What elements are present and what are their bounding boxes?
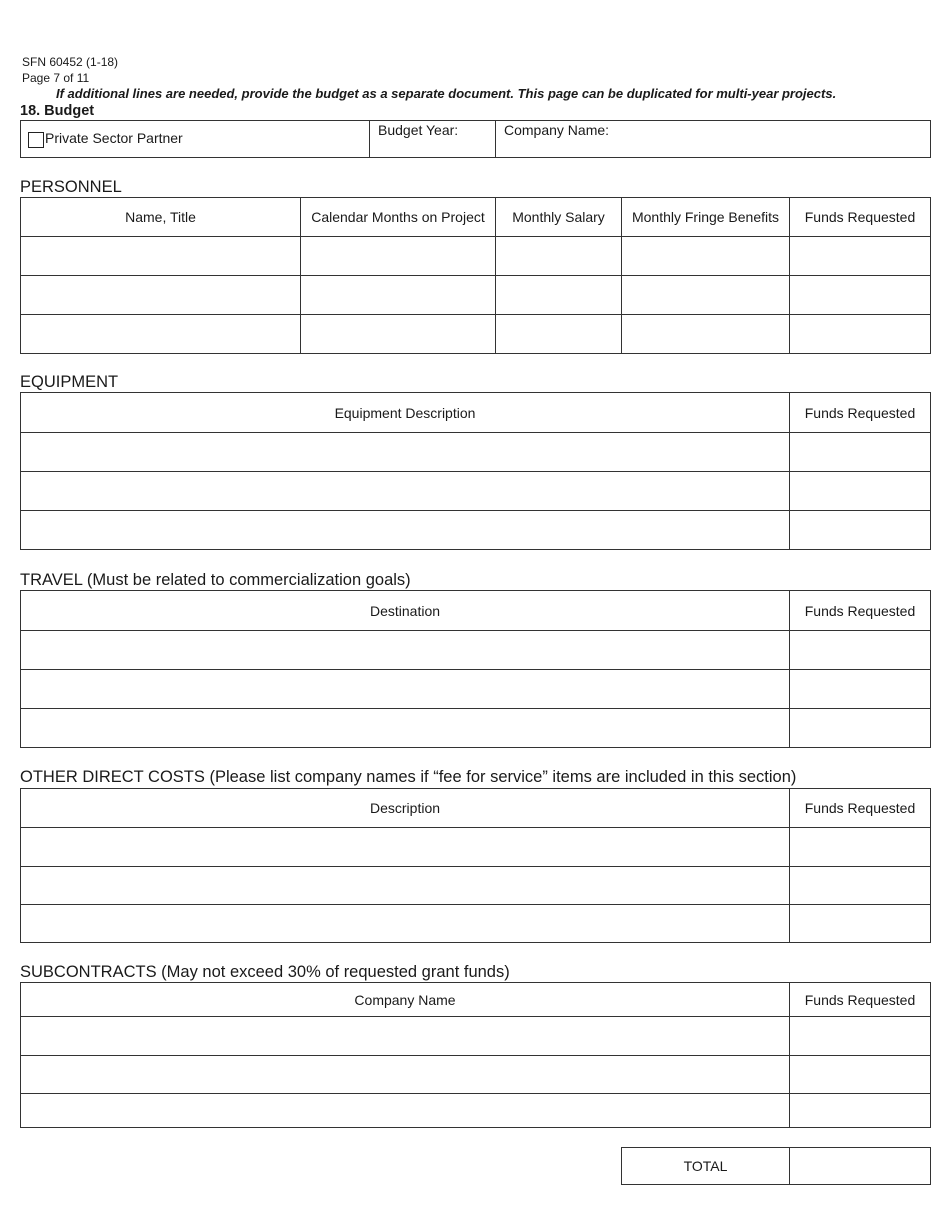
other-direct-costs-table bbox=[20, 788, 931, 943]
personnel-name-input[interactable] bbox=[21, 315, 301, 354]
table-row bbox=[21, 670, 931, 709]
table-row bbox=[21, 511, 931, 550]
equipment-funds-input[interactable] bbox=[790, 511, 931, 550]
other-funds-input[interactable] bbox=[790, 828, 931, 867]
company-name-label: Company Name: bbox=[504, 122, 610, 138]
personnel-salary-input[interactable] bbox=[496, 276, 622, 315]
other-col-description: Description bbox=[21, 789, 790, 828]
table-row bbox=[21, 828, 931, 867]
subcontracts-funds-input[interactable] bbox=[790, 1056, 931, 1094]
equipment-funds-input[interactable] bbox=[790, 472, 931, 511]
budget-year-field[interactable] bbox=[370, 121, 496, 158]
travel-funds-input[interactable] bbox=[790, 631, 931, 670]
subcontracts-funds-input[interactable] bbox=[790, 1017, 931, 1056]
other-funds-input[interactable] bbox=[790, 867, 931, 905]
travel-title: TRAVEL (Must be related to commercialization goals) bbox=[20, 571, 411, 589]
form-id: SFN 60452 (1-18) bbox=[22, 55, 119, 69]
table-row bbox=[21, 1094, 931, 1128]
personnel-col-name: Name, Title bbox=[21, 198, 301, 237]
personnel-salary-input[interactable] bbox=[496, 237, 622, 276]
travel-table bbox=[20, 590, 931, 748]
personnel-table bbox=[20, 197, 931, 354]
table-row bbox=[21, 1017, 931, 1056]
personnel-fringe-input[interactable] bbox=[622, 237, 790, 276]
equipment-title: EQUIPMENT bbox=[20, 373, 119, 391]
personnel-col-fringe: Monthly Fringe Benefits bbox=[622, 198, 790, 237]
personnel-col-months: Calendar Months on Project bbox=[301, 198, 496, 237]
other-description-input[interactable] bbox=[21, 905, 790, 943]
equipment-funds-input[interactable] bbox=[790, 433, 931, 472]
other-description-input[interactable] bbox=[21, 828, 790, 867]
personnel-months-input[interactable] bbox=[301, 276, 496, 315]
subcontracts-company-input[interactable] bbox=[21, 1017, 790, 1056]
total-input[interactable] bbox=[790, 1148, 931, 1185]
personnel-months-input[interactable] bbox=[301, 237, 496, 276]
equipment-description-input[interactable] bbox=[21, 511, 790, 550]
other-direct-costs-title: OTHER DIRECT COSTS (Please list company names if “fee for service” items are included in this section) bbox=[20, 768, 797, 786]
travel-funds-input[interactable] bbox=[790, 670, 931, 709]
equipment-description-input[interactable] bbox=[21, 472, 790, 511]
personnel-funds-input[interactable] bbox=[790, 276, 931, 315]
equipment-col-funds: Funds Requested bbox=[790, 393, 931, 433]
subcontracts-company-input[interactable] bbox=[21, 1094, 790, 1128]
travel-destination-input[interactable] bbox=[21, 631, 790, 670]
section-title: 18. Budget bbox=[20, 103, 95, 119]
budget-header-table bbox=[20, 120, 931, 158]
private-sector-checkbox[interactable] bbox=[28, 132, 44, 148]
personnel-months-input[interactable] bbox=[301, 315, 496, 354]
instruction-text: If additional lines are needed, provide the budget as a separate document. This page can be duplicated for multi-year projects. bbox=[56, 86, 837, 101]
other-description-input[interactable] bbox=[21, 867, 790, 905]
equipment-description-input[interactable] bbox=[21, 433, 790, 472]
travel-destination-input[interactable] bbox=[21, 670, 790, 709]
table-row bbox=[21, 867, 931, 905]
travel-destination-input[interactable] bbox=[21, 709, 790, 748]
subcontracts-company-input[interactable] bbox=[21, 1056, 790, 1094]
page-number: Page 7 of 11 bbox=[22, 71, 90, 85]
subcontracts-col-company: Company Name bbox=[21, 983, 790, 1017]
personnel-fringe-input[interactable] bbox=[622, 315, 790, 354]
table-row bbox=[21, 631, 931, 670]
personnel-name-input[interactable] bbox=[21, 237, 301, 276]
table-row bbox=[21, 433, 931, 472]
personnel-name-input[interactable] bbox=[21, 276, 301, 315]
personnel-col-funds: Funds Requested bbox=[790, 198, 931, 237]
other-col-funds: Funds Requested bbox=[790, 789, 931, 828]
company-name-field[interactable] bbox=[496, 121, 931, 158]
subcontracts-table bbox=[20, 982, 931, 1128]
travel-col-destination: Destination bbox=[21, 591, 790, 631]
budget-year-label: Budget Year: bbox=[378, 122, 459, 138]
table-row bbox=[21, 905, 931, 943]
table-row bbox=[21, 472, 931, 511]
equipment-col-description: Equipment Description bbox=[21, 393, 790, 433]
table-row bbox=[21, 237, 931, 276]
private-sector-cell bbox=[21, 121, 370, 158]
table-row bbox=[21, 709, 931, 748]
other-funds-input[interactable] bbox=[790, 905, 931, 943]
personnel-col-salary: Monthly Salary bbox=[496, 198, 622, 237]
total-label: TOTAL bbox=[622, 1148, 790, 1185]
equipment-table bbox=[20, 392, 931, 550]
subcontracts-funds-input[interactable] bbox=[790, 1094, 931, 1128]
personnel-funds-input[interactable] bbox=[790, 237, 931, 276]
table-row bbox=[21, 315, 931, 354]
travel-funds-input[interactable] bbox=[790, 709, 931, 748]
private-sector-label: Private Sector Partner bbox=[45, 130, 183, 147]
personnel-funds-input[interactable] bbox=[790, 315, 931, 354]
personnel-fringe-input[interactable] bbox=[622, 276, 790, 315]
travel-col-funds: Funds Requested bbox=[790, 591, 931, 631]
personnel-title: PERSONNEL bbox=[20, 178, 122, 196]
personnel-salary-input[interactable] bbox=[496, 315, 622, 354]
table-row bbox=[21, 1056, 931, 1094]
subcontracts-title: SUBCONTRACTS (May not exceed 30% of requested grant funds) bbox=[20, 963, 510, 981]
subcontracts-col-funds: Funds Requested bbox=[790, 983, 931, 1017]
table-row bbox=[21, 276, 931, 315]
total-table bbox=[621, 1147, 931, 1185]
